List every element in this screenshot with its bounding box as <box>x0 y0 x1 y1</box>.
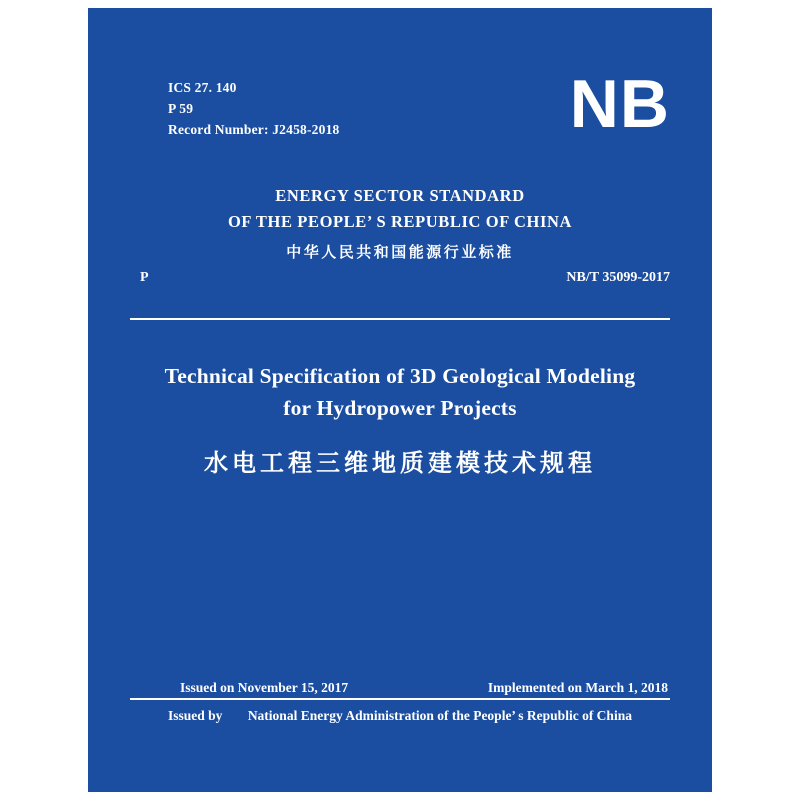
record-number: Record Number: J2458-2018 <box>168 121 340 137</box>
organization-line-en-2: OF THE PEOPLE’ S REPUBLIC OF CHINA <box>227 211 573 231</box>
title-en-line-1: Technical Specification of 3D Geological Modeling <box>164 364 636 388</box>
issued-date: Issued on November 15, 2017 <box>180 680 349 695</box>
issuer-name: National Energy Administration of the People’ s Republic of China <box>247 708 632 723</box>
standard-identifier-row <box>88 270 712 286</box>
cover-header <box>88 66 712 142</box>
standard-cover-page <box>88 8 712 792</box>
divider-bottom <box>130 698 670 700</box>
issuing-organization <box>88 183 712 262</box>
organization-line-cn: 中华人民共和国能源行业标准 <box>286 243 514 262</box>
document-title <box>88 360 712 478</box>
divider-top <box>130 318 670 320</box>
title-en-line-2: for Hydropower Projects <box>283 396 517 421</box>
issued-by-label: Issued by <box>168 708 223 723</box>
organization-line-en-1: ENERGY SECTOR STANDARD <box>275 186 525 205</box>
category-letter: P <box>140 270 149 285</box>
standard-number: NB/T 35099-2017 <box>566 270 670 285</box>
classification-code: P 59 <box>168 100 194 116</box>
nb-logo: NB <box>569 66 670 142</box>
ics-code: ICS 27. 140 <box>168 80 237 95</box>
implemented-date: Implemented on March 1, 2018 <box>487 680 668 695</box>
standard-codes <box>168 78 339 141</box>
issuer-row <box>88 708 712 724</box>
title-cn: 水电工程三维地质建模技术规程 <box>204 448 596 477</box>
date-row <box>88 680 712 696</box>
